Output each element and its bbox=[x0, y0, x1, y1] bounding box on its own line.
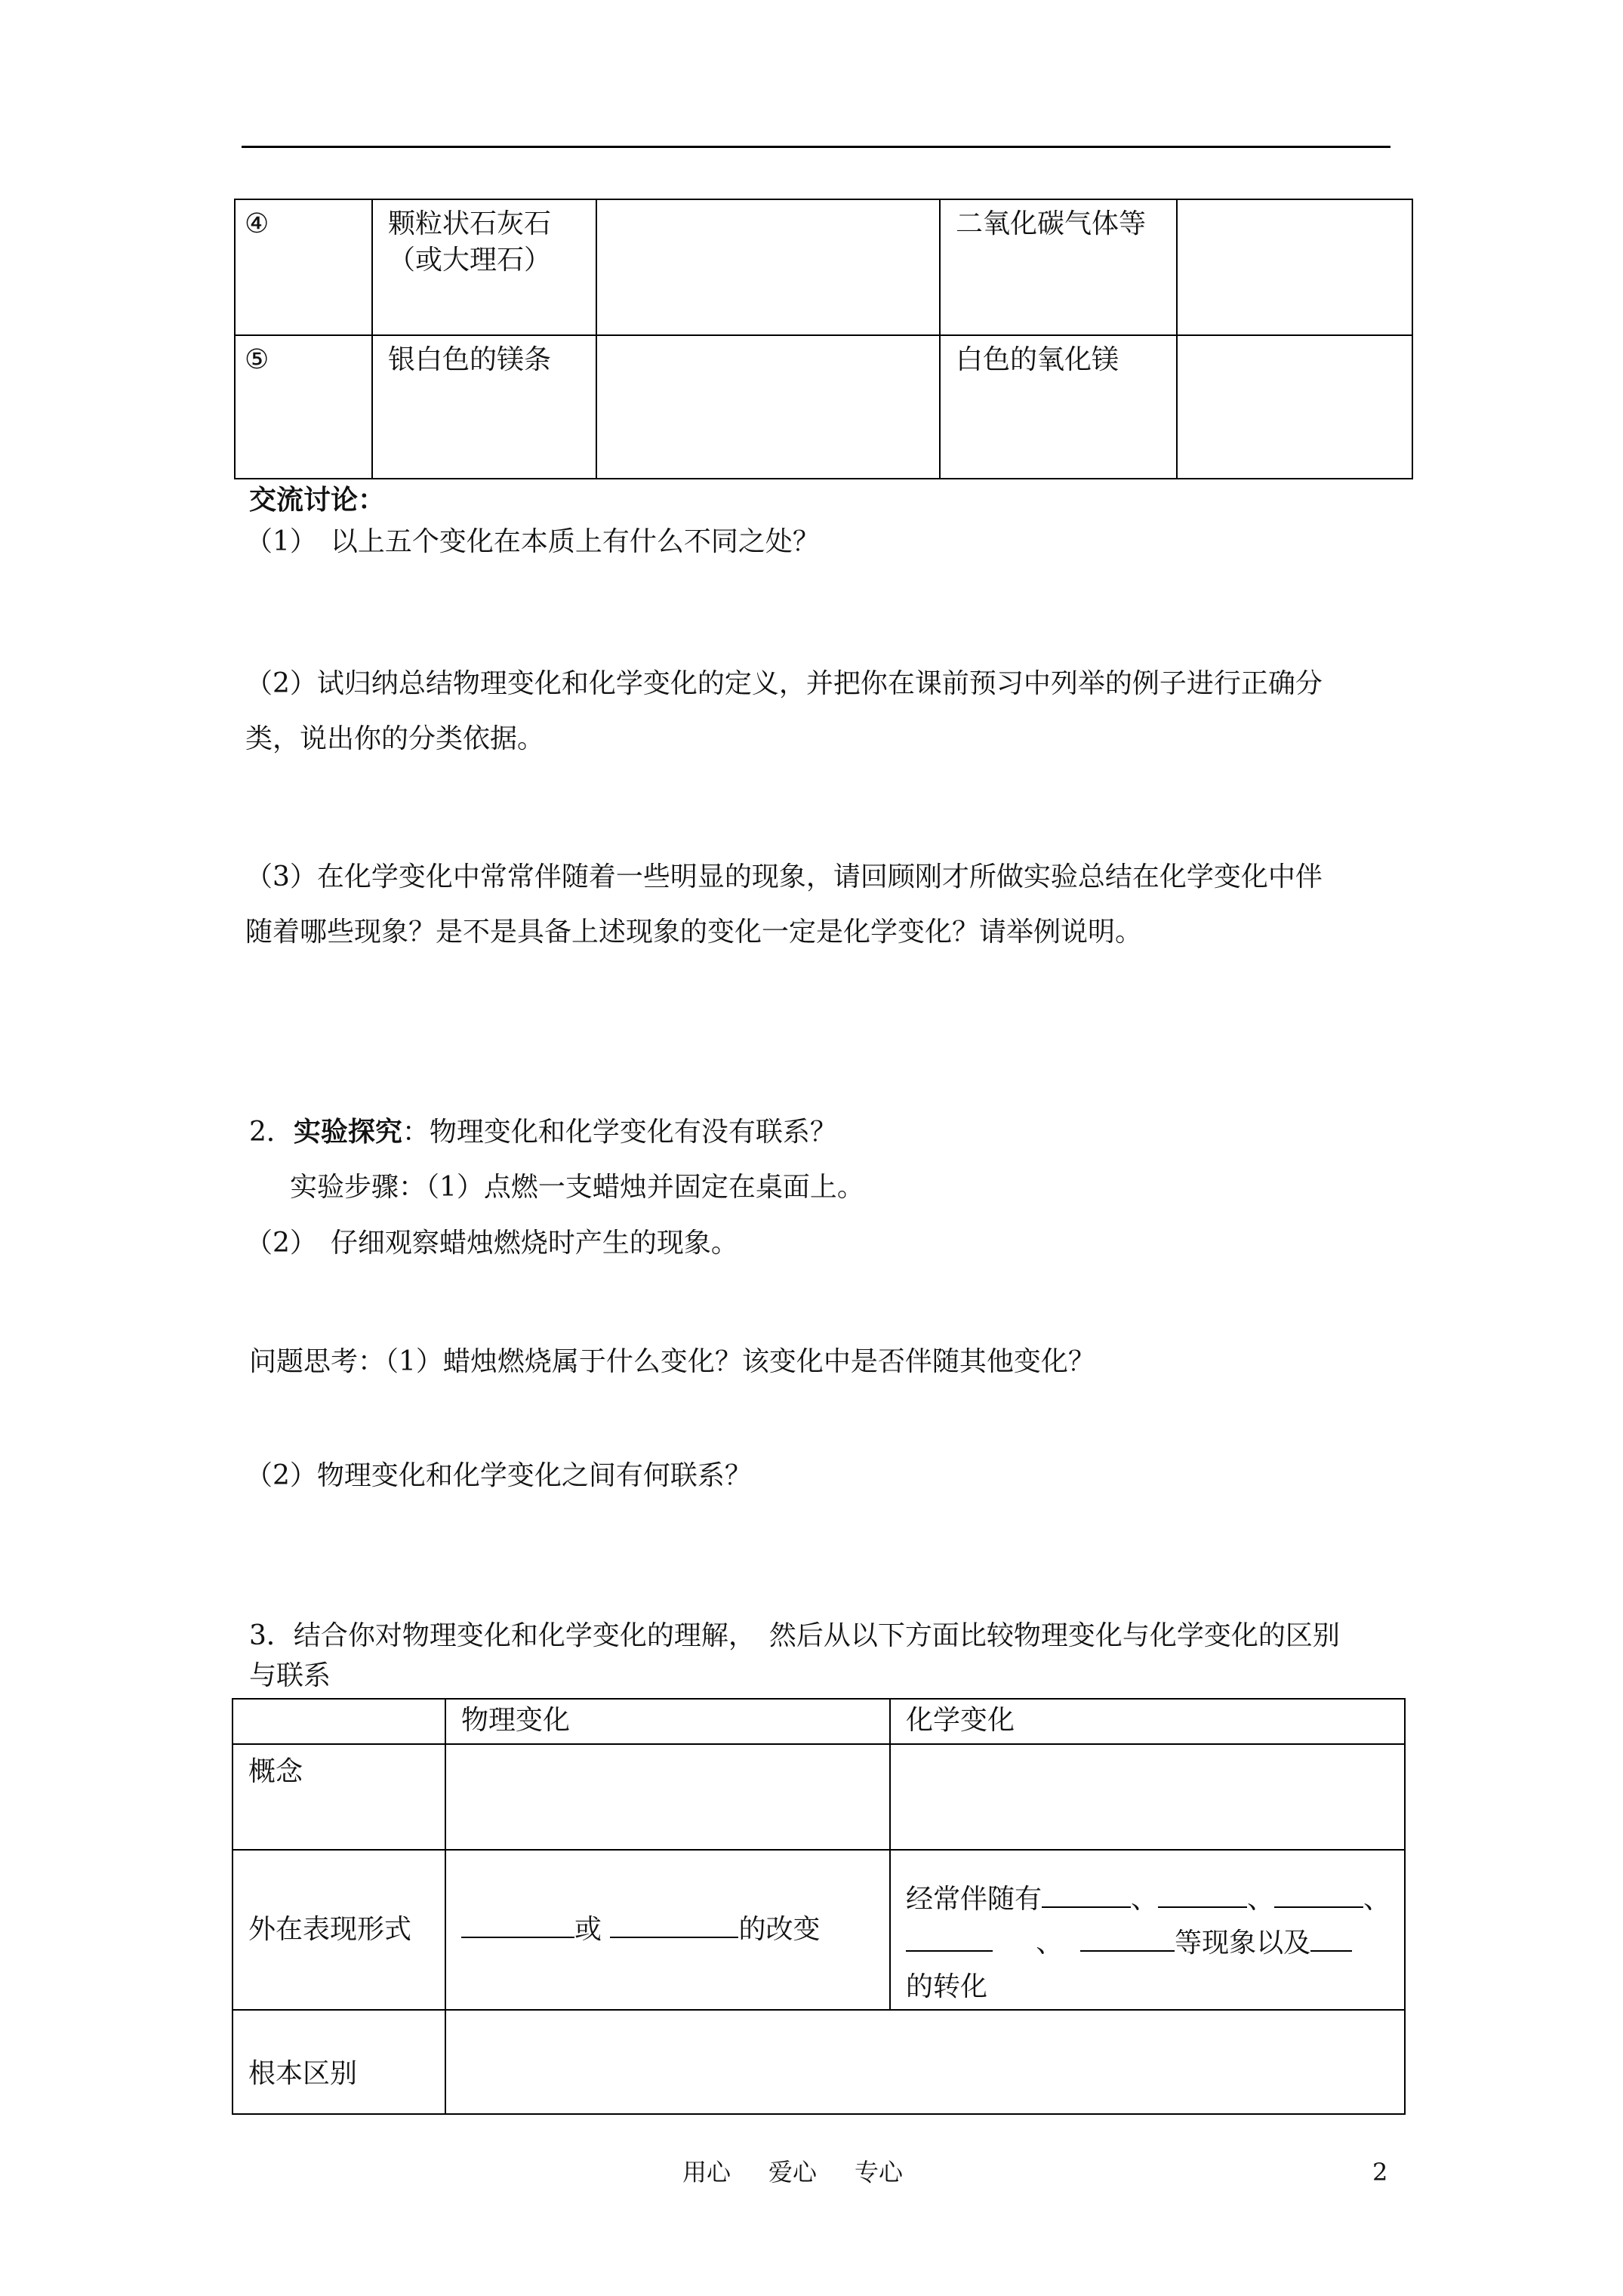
observation-cell bbox=[596, 335, 940, 479]
row-number: ⑤ bbox=[235, 335, 372, 479]
footer-motto-2: 爱心 bbox=[768, 2158, 818, 2187]
observation-cell bbox=[596, 199, 940, 335]
section3-line1: 3．结合你对物理变化和化学变化的理解， 然后从以下方面比较物理变化与化学变化的区别 bbox=[249, 1620, 1340, 1651]
discussion-heading: 交流讨论： bbox=[249, 484, 386, 516]
discussion-question-2-line1: （2）试归纳总结物理变化和化学变化的定义，并把你在课前预习中列举的例子进行正确分 bbox=[245, 668, 1323, 699]
product-cell: 二氧化碳气体等 bbox=[940, 199, 1177, 335]
table-row bbox=[233, 1744, 1405, 1850]
table-row bbox=[235, 335, 1412, 479]
row-label-form: 外在表现形式 bbox=[233, 1850, 445, 2010]
table-row bbox=[233, 2010, 1405, 2114]
answer-blank bbox=[906, 1928, 993, 1952]
header-chemical: 化学变化 bbox=[890, 1699, 1405, 1744]
table-row bbox=[233, 1850, 1405, 2010]
answer-blank bbox=[610, 1914, 738, 1938]
footer-motto-1: 用心 bbox=[682, 2158, 731, 2187]
discussion-question-2-line2: 类，说出你的分类依据。 bbox=[245, 723, 545, 754]
header-rule bbox=[242, 146, 1390, 148]
answer-blank bbox=[1042, 1884, 1131, 1908]
type-cell bbox=[1177, 199, 1412, 335]
header-physical: 物理变化 bbox=[445, 1699, 890, 1744]
row-number: ④ bbox=[235, 199, 372, 335]
answer-blank bbox=[461, 1914, 574, 1938]
thinking-question-2: （2）物理变化和化学变化之间有何联系？ bbox=[245, 1460, 752, 1491]
table-row bbox=[233, 1699, 1405, 1744]
material-cell: 颗粒状石灰石 （或大理石） bbox=[372, 199, 596, 335]
header-empty-cell bbox=[233, 1699, 445, 1744]
thinking-question-1: 问题思考：（1）蜡烛燃烧属于什么变化？该变化中是否伴随其他变化？ bbox=[249, 1346, 1095, 1377]
discussion-question-3-line2: 随着哪些现象？是不是具备上述现象的变化一定是化学变化？请举例说明。 bbox=[245, 917, 1143, 948]
answer-blank bbox=[1310, 1928, 1352, 1952]
product-cell: 白色的氧化镁 bbox=[940, 335, 1177, 479]
answer-blank bbox=[1158, 1884, 1247, 1908]
answer-blank bbox=[1080, 1928, 1175, 1952]
experiment-table bbox=[234, 199, 1413, 479]
experiment-step-1: 实验步骤：（1）点燃一支蜡烛并固定在桌面上。 bbox=[290, 1172, 864, 1203]
discussion-question-1: （1） 以上五个变化在本质上有什么不同之处？ bbox=[245, 526, 820, 557]
form-chemical-cell: 经常伴随有 、 、 、 、 等现象以及 的转化 bbox=[890, 1850, 1405, 2010]
form-physical-cell: 或 的改变 bbox=[445, 1850, 890, 2010]
type-cell bbox=[1177, 335, 1412, 479]
row-label-concept: 概念 bbox=[233, 1744, 445, 1850]
row-label-difference: 根本区别 bbox=[233, 2010, 445, 2114]
material-cell: 银白色的镁条 bbox=[372, 335, 596, 479]
discussion-question-3-line1: （3）在化学变化中常常伴随着一些明显的现象，请回顾刚才所做实验总结在化学变化中伴 bbox=[245, 861, 1323, 892]
page-number: 2 bbox=[1372, 2158, 1388, 2187]
comparison-table bbox=[232, 1698, 1406, 2115]
concept-physical-cell bbox=[445, 1744, 890, 1850]
answer-blank bbox=[1274, 1884, 1363, 1908]
experiment-title: 实验探究 bbox=[293, 1116, 402, 1148]
difference-cell bbox=[445, 2010, 1405, 2114]
experiment-heading: 2．实验探究：物理变化和化学变化有没有联系？ bbox=[249, 1116, 837, 1148]
table-row bbox=[235, 199, 1412, 335]
experiment-step-2: （2） 仔细观察蜡烛燃烧时产生的现象。 bbox=[245, 1228, 738, 1259]
concept-chemical-cell bbox=[890, 1744, 1405, 1850]
footer-motto-3: 专心 bbox=[855, 2158, 904, 2187]
section3-line2: 与联系 bbox=[249, 1660, 331, 1691]
